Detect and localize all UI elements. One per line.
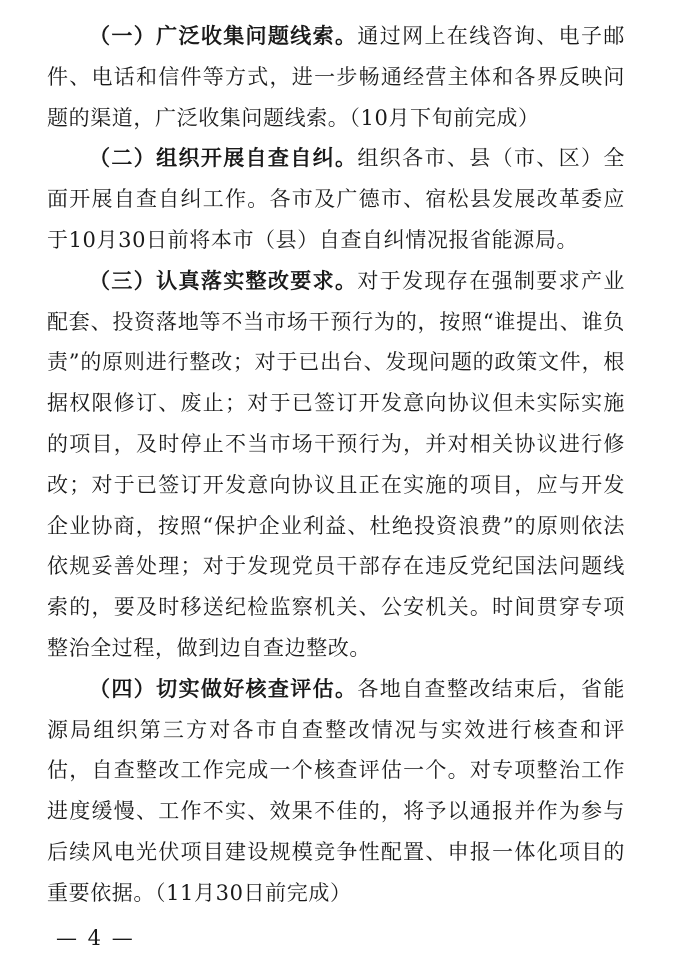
section-heading-2: （二）组织开展自查自纠。 [89,146,358,171]
section-body-2: 组织各市、县（市、区）全面开展自查自纠工作。各市及广德市、宿松县发展改革委应于10月30日前将本市（县）自查自纠情况报省能源局。 [47,146,626,252]
section-body-3: 对于发现存在强制要求产业配套、投资落地等不当市场干预行为的，按照“谁提出、谁负责”的原则进行整改；对于已出台、发现问题的政策文件，根据权限修订、废止；对于已签订开发意向协议但未实际实施的项目，及时停止不当市场干预行为，并对相关协议进行修改；对于已签订开发意向协议且正在实施的项目，应与开发企业协商，按照“保护企业利益、杜绝投资浪费”的原则依法依规妥善处理；对于发现党员干部存在违反党纪国法问题线索的，要及时移送纪检监察机关、公安机关。时间贯穿专项整治全过程，做到边自查边整改。 [47,268,626,660]
section-body-1: 通过网上在线咨询、电子邮件、电话和信件等方式，进一步畅通经营主体和各界反映问题的渠道，广泛收集问题线索。（10月下旬前完成） [47,24,626,130]
document-page [47,16,625,914]
paragraph-1 [47,16,625,138]
section-heading-4: （四）切实做好核查评估。 [89,676,358,701]
section-heading-3: （三）认真落实整改要求。 [89,268,358,293]
paragraph-4 [47,669,625,914]
page-number: — 4 — [56,926,135,950]
section-heading-1: （一）广泛收集问题线索。 [89,24,358,48]
paragraph-3 [47,261,625,669]
paragraph-2 [47,138,625,260]
section-body-4: 各地自查整改结束后，省能源局组织第三方对各市自查整改情况与实效进行核查和评估，自查整改工作完成一个核查评估一个。对专项整治工作进度缓慢、工作不实、效果不佳的，将予以通报并作为参与后续风电光伏项目建设规模竞争性配置、申报一体化项目的重要依据。（11月30日前完成） [47,676,626,905]
